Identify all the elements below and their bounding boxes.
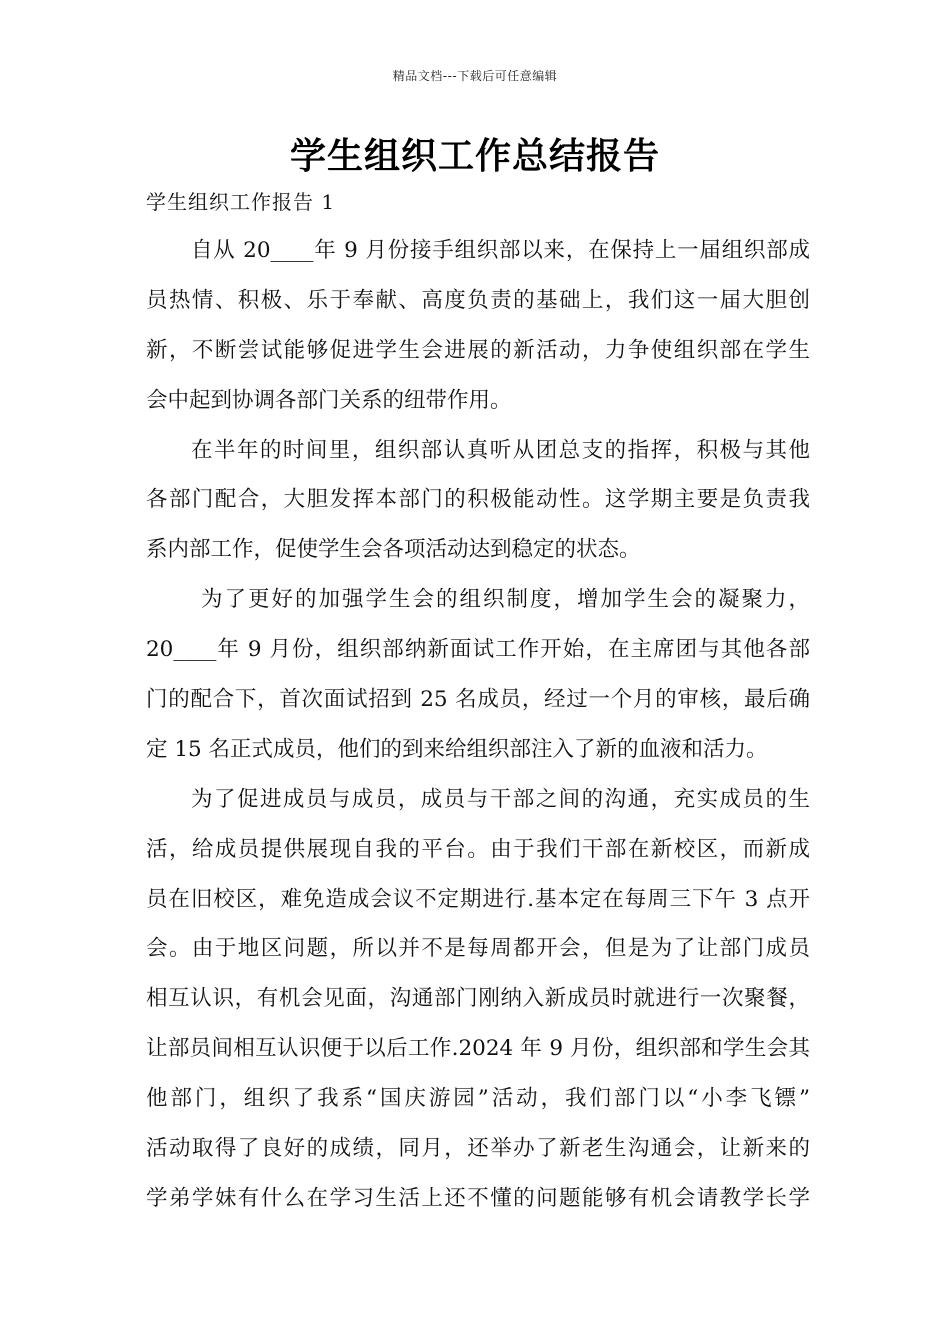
paragraph-line: 员热情、积极、乐于奉献、高度负责的基础上，我们这一届大胆创 — [146, 287, 810, 313]
paragraph-line: 在半年的时间里，组织部认真听从团总支的指挥，积极与其他 — [191, 437, 810, 463]
page-header: 精品文档---下载后可任意编辑 — [392, 69, 558, 83]
paragraph-line: 各部门配合，大胆发挥本部门的积极能动性。这学期主要是负责我 — [146, 487, 810, 513]
document-body — [146, 230, 810, 1228]
paragraph-line: 定 15 名正式成员，他们的到来给组织部注入了新的血液和活力。 — [146, 736, 768, 762]
document-subtitle: 学生组织工作报告 1 — [146, 190, 336, 214]
paragraph-line: 系内部工作，促使学生会各项活动达到稳定的状态。 — [146, 537, 641, 563]
paragraph-line: 员在旧校区，难免造成会议不定期进行.基本定在每周三下午 3 点开 — [146, 886, 810, 912]
paragraph-line: 为了更好的加强学生会的组织制度，增加学生会的凝聚力， — [201, 587, 810, 613]
paragraph-line: 新，不断尝试能够促进学生会进展的新活动，力争使组织部在学生 — [146, 337, 810, 363]
paragraph-line: 学弟学妹有什么在学习生活上还不懂的问题能够有机会请教学长学 — [146, 1185, 810, 1211]
paragraph-line: 相互认识，有机会见面，沟通部门刚纳入新成员时就进行一次聚餐， — [146, 986, 810, 1012]
document-title: 学生组织工作总结报告 — [289, 136, 660, 177]
paragraph-line: 会。由于地区问题，所以并不是每周都开会，但是为了让部门成员 — [146, 936, 810, 962]
paragraph-line: 为了促进成员与成员，成员与干部之间的沟通，充实成员的生 — [191, 786, 810, 812]
paragraph-line: 会中起到协调各部门关系的纽带作用。 — [146, 387, 512, 413]
paragraph-line: 门的配合下，首次面试招到 25 名成员，经过一个月的审核，最后确 — [146, 687, 810, 713]
paragraph-line: 让部员间相互认识便于以后工作.2024 年 9 月份，组织部和学生会其 — [146, 1036, 810, 1062]
paragraph-line: 自从 20____年 9 月份接手组织部以来，在保持上一届组织部成 — [191, 238, 810, 263]
paragraph-line: 他部门，组织了我系“国庆游园”活动，我们部门以“小李飞镖” — [146, 1086, 810, 1112]
paragraph-line: 20____年 9 月份，组织部纳新面试工作开始，在主席团与其他各部 — [146, 637, 810, 663]
paragraph-line: 活，给成员提供展现自我的平台。由于我们干部在新校区，而新成 — [146, 836, 810, 862]
paragraph-line: 活动取得了良好的成绩，同月，还举办了新老生沟通会，让新来的 — [146, 1136, 810, 1162]
